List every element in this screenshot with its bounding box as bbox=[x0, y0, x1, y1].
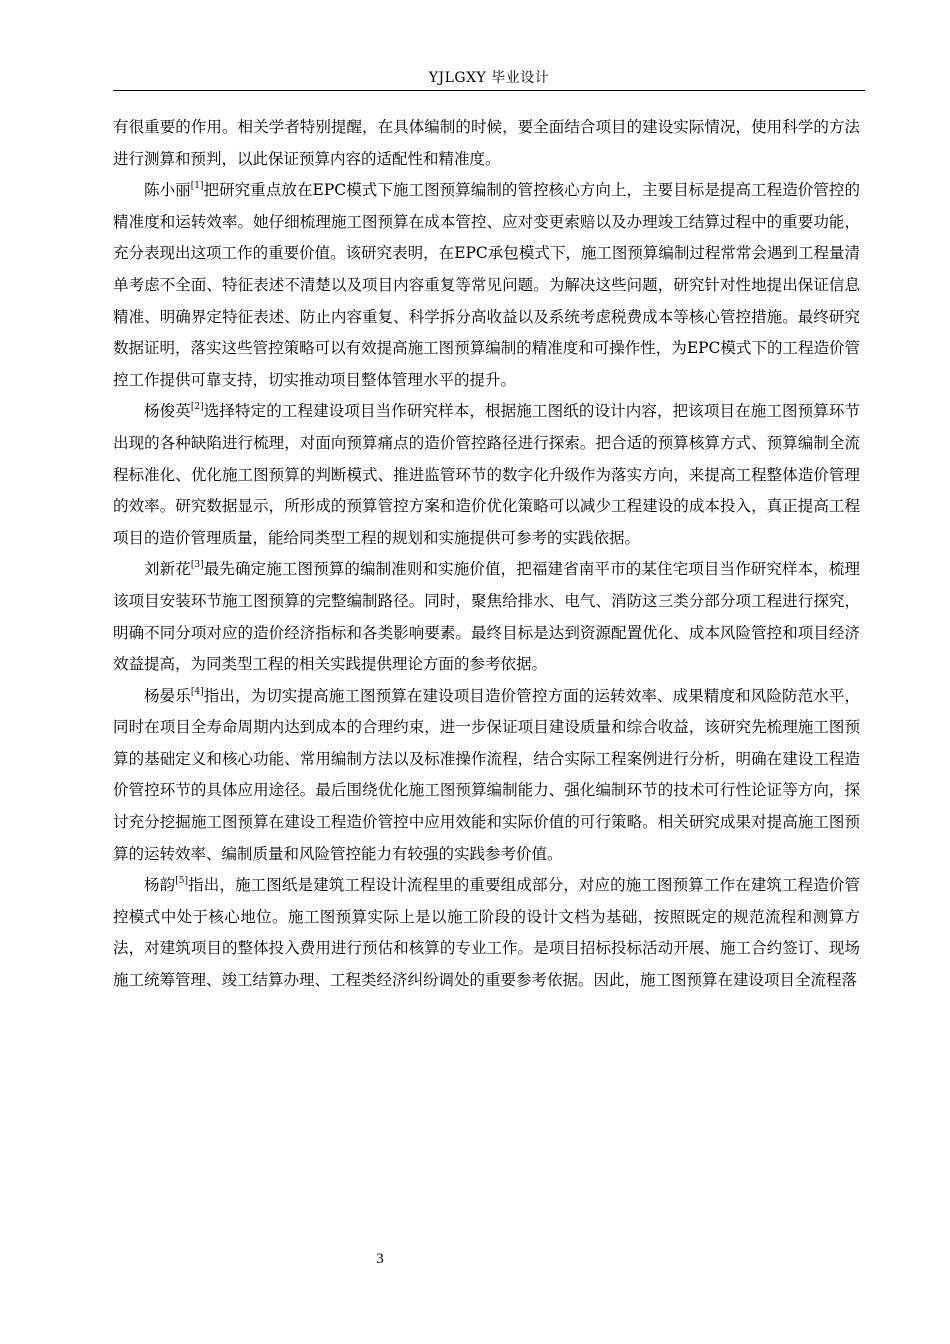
paragraph-text: 把研究重点放在EPC模式下施工图预算编制的管控核心方向上，主要目标是提高工程造价管控的精准度和运转效率。她仔细梳理施工图预算在成本管控、应对变更索赔以及办理竣工结算过程中的重要功能，充分表现出这项工作的重要价值。该研究表明，在EPC承包模式下，施工图预算编制过程常常会遇到工程量清单考虑不全面、特征表述不清楚以及项目内容重复等常见问题。为解决这些问题，研究针对性地提出保证信息精准、明确界定特征表述、防止内容重复、科学拆分高收益以及系统考虑税费成本等核心管控措施。最终研究数据证明，落实这些管控策略可以有效提高施工图预算编制的精准度和可操作性，为EPC模式下的工程造价管控工作提供可靠支持，切实推动项目整体管理水平的提升。 bbox=[113, 181, 860, 389]
author-name: 刘新花 bbox=[144, 560, 191, 579]
paragraph bbox=[113, 396, 860, 554]
author-name: 陈小丽 bbox=[144, 181, 191, 200]
paragraph bbox=[113, 681, 860, 871]
page-number: 3 bbox=[376, 1251, 384, 1267]
paragraph bbox=[113, 175, 860, 396]
paragraph-text: 选择特定的工程建设项目当作研究样本，根据施工图纸的设计内容，把该项目在施工图预算环节出现的各种缺陷进行梳理，对面向预算痛点的造价管控路径进行探索。把合适的预算核算方式、预算编制全流程标准化、优化施工图预算的判断模式、推进监管环节的数字化升级作为落实方向，来提高工程整体造价管理的效率。研究数据显示，所形成的预算管控方案和造价优化策略可以减少工程建设的成本投入，真正提高工程项目的造价管理质量，能给同类型工程的规划和实施提供可参考的实践依据。 bbox=[113, 402, 860, 547]
body-text bbox=[113, 112, 860, 997]
author-name: 杨俊英 bbox=[144, 402, 191, 421]
paragraph-text: 有很重要的作用。相关学者特别提醒，在具体编制的时候，要全面结合项目的建设实际情况，使用科学的方法进行测算和预判，以此保证预算内容的适配性和精准度。 bbox=[113, 118, 860, 168]
author-name: 杨韵 bbox=[144, 876, 176, 895]
citation-ref: [3] bbox=[190, 560, 204, 571]
paragraph-continuation bbox=[113, 112, 860, 175]
paragraph bbox=[113, 870, 860, 996]
citation-ref: [1] bbox=[190, 181, 204, 192]
paragraph-text: 指出，施工图纸是建筑工程设计流程里的重要组成部分，对应的施工图预算工作在建筑工程造价管控模式中处于核心地位。施工图预算实际上是以施工阶段的设计文档为基础，按照既定的规范流程和测算方法，对建筑项目的整体投入费用进行预估和核算的专业工作。是项目招标投标活动开展、施工合约签订、现场施工统筹管理、竣工结算办理、工程类经济纠纷调处的重要参考依据。因此，施工图预算在建设项目全流程落 bbox=[113, 876, 860, 990]
author-name: 杨晏乐 bbox=[144, 686, 191, 705]
paragraph-text: 指出，为切实提高施工图预算在建设项目造价管控方面的运转效率、成果精度和风险防范水平，同时在项目全寿命周期内达到成本的合理约束，进一步保证项目建设质量和综合收益，该研究先梳理施工图预算的基础定义和核心功能、常用编制方法以及标准操作流程，结合实际工程案例进行分析，明确在建设工程造价管控环节的具体应用途径。最后围绕优化施工图预算编制能力、强化编制环节的技术可行性论证等方向，探讨充分挖掘施工图预算在建设工程造价管控中应用效能和实际价值的可行策略。相关研究成果对提高施工图预算的运转效率、编制质量和风险管控能力有较强的实践参考价值。 bbox=[113, 686, 860, 863]
paragraph-text: 最先确定施工图预算的编制准则和实施价值，把福建省南平市的某住宅项目当作研究样本，梳理该项目安装环节施工图预算的完整编制路径。同时，聚焦给排水、电气、消防这三类分部分项工程进行探究，明确不同分项对应的造价经济指标和各类影响要素。最终目标是达到资源配置优化、成本风险管控和项目经济效益提高，为同类型工程的相关实践提供理论方面的参考依据。 bbox=[113, 560, 860, 674]
citation-ref: [4] bbox=[190, 686, 204, 697]
paragraph bbox=[113, 554, 860, 680]
citation-ref: [2] bbox=[190, 402, 204, 413]
citation-ref: [5] bbox=[175, 876, 189, 887]
page-header: YJLGXY 毕业设计 bbox=[428, 70, 550, 86]
header-rule bbox=[113, 90, 865, 91]
